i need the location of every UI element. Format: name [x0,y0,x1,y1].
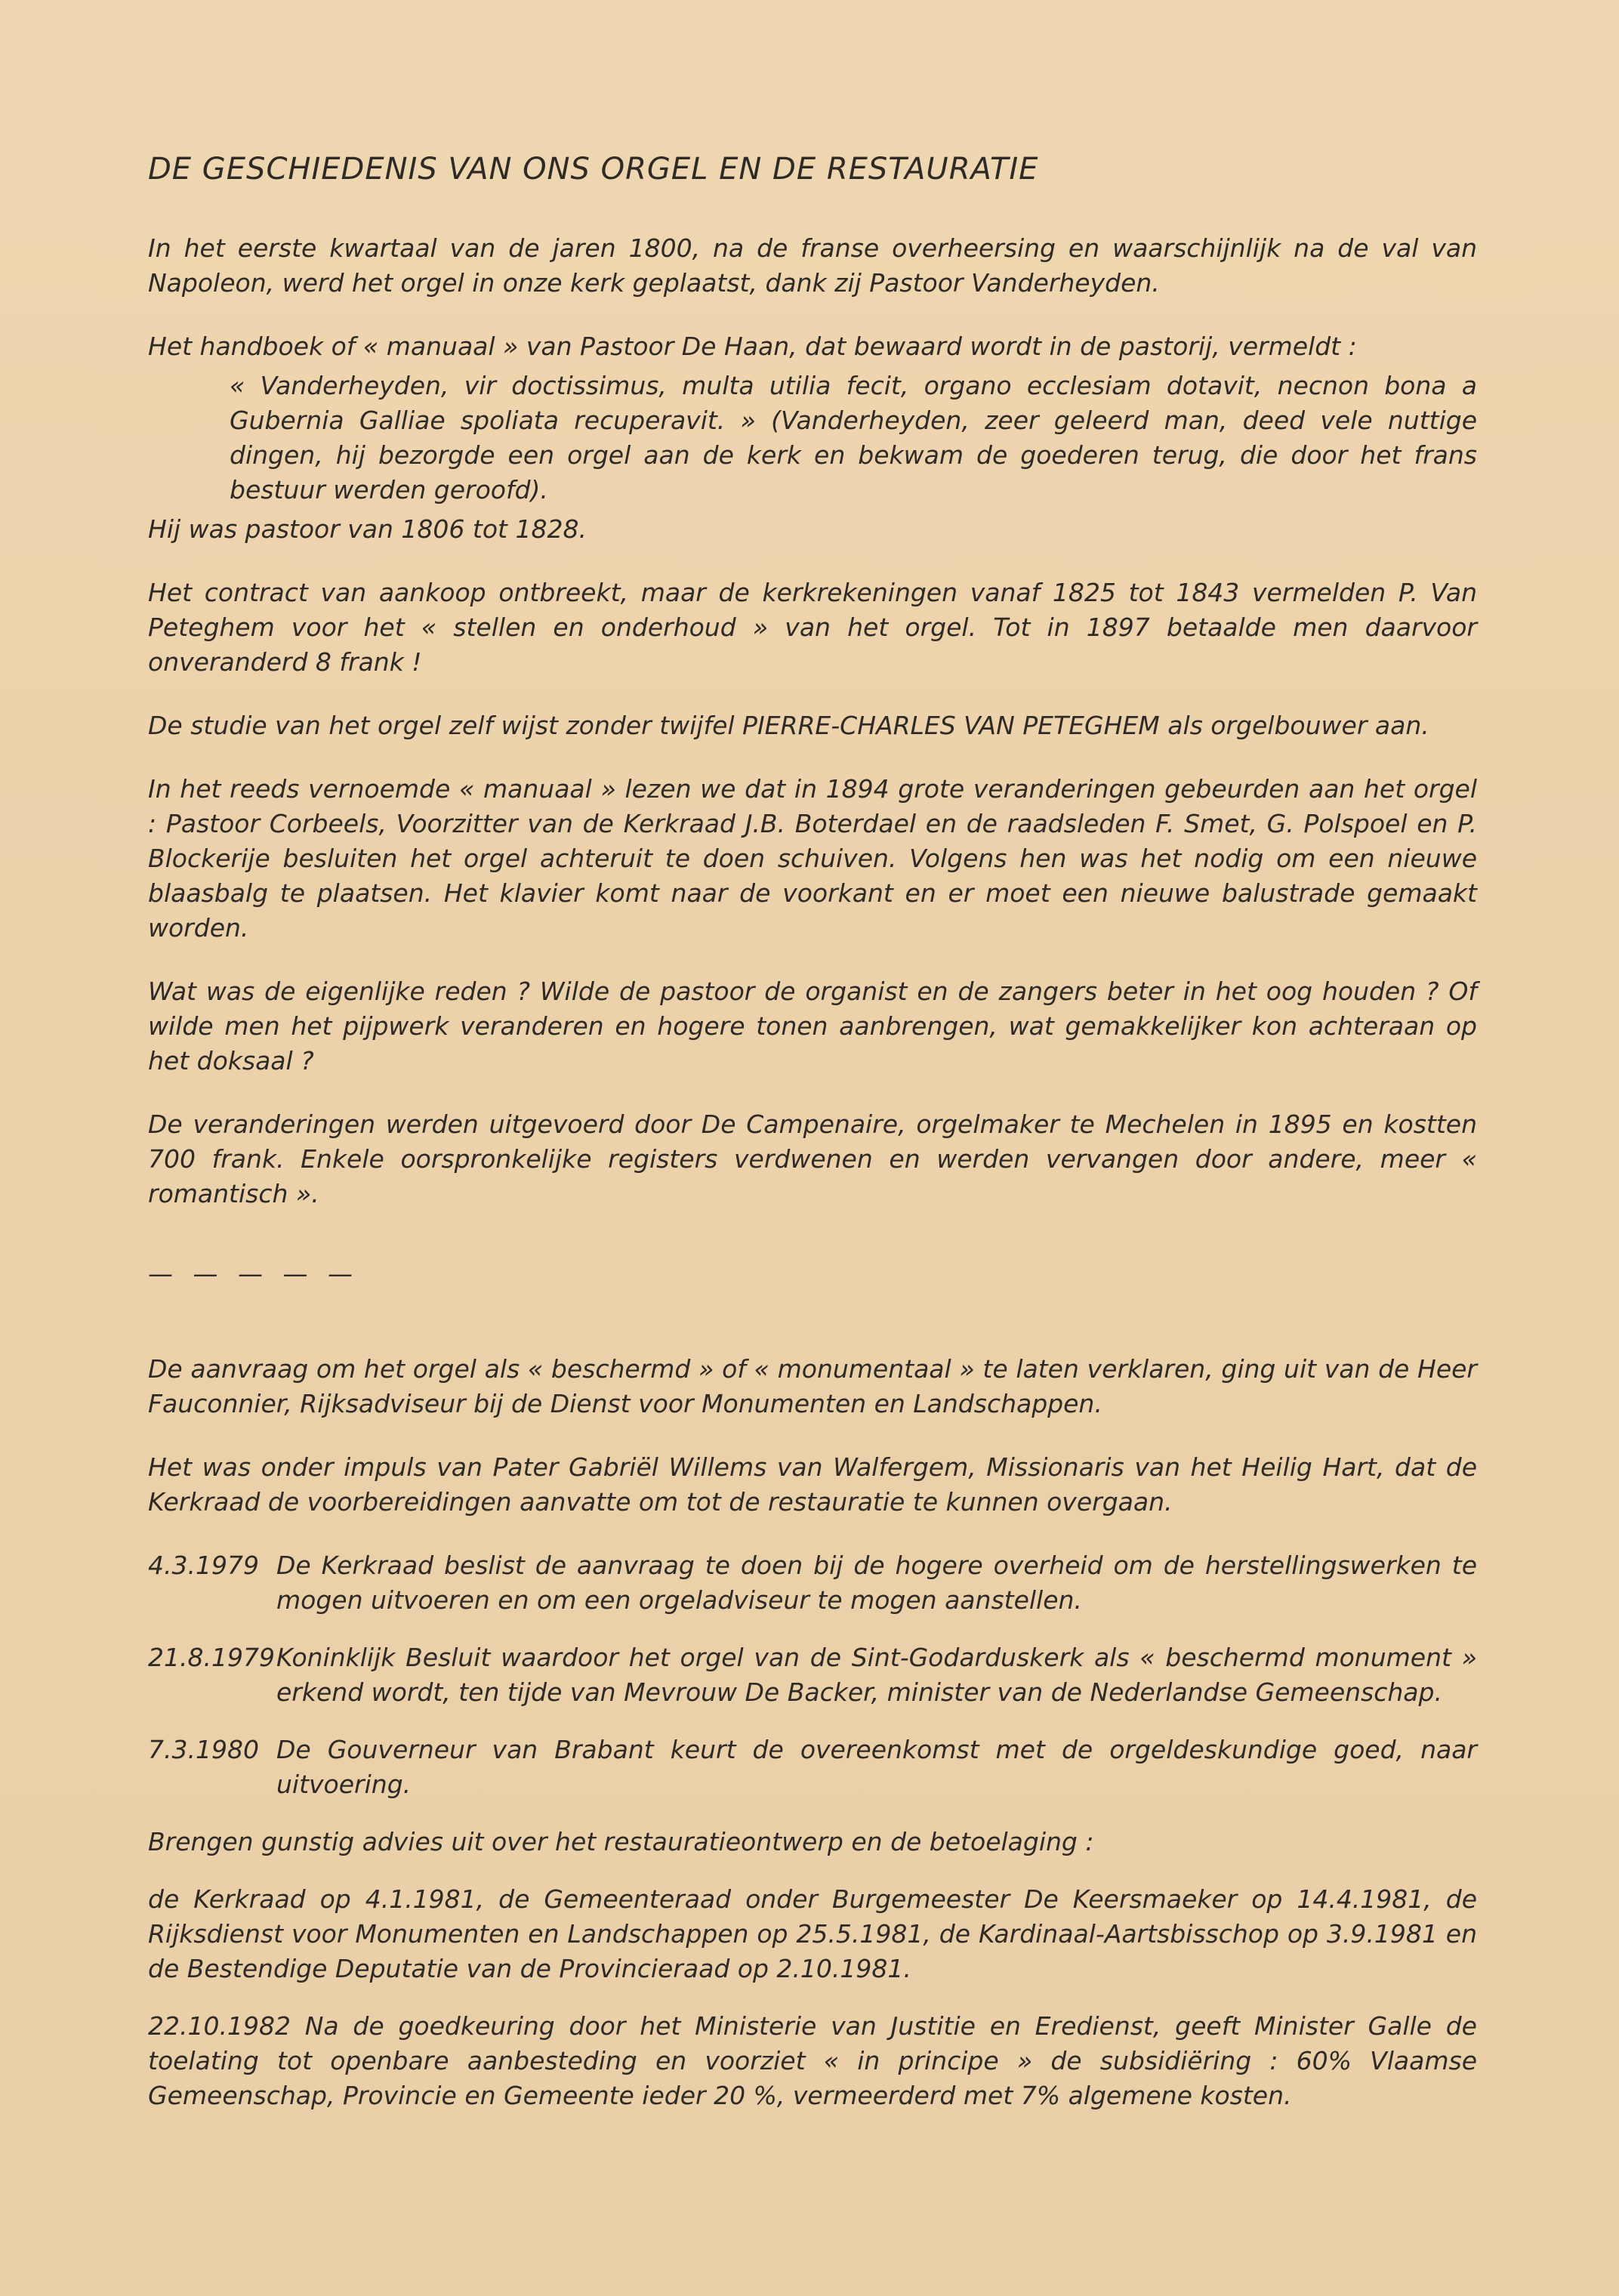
paragraph-reden: Wat was de eigenlijke reden ? Wilde de pastoor de organist en de zangers beter in het oog houden ? Of wilde men het pijpwerk veranderen en hogere tonen aanbrengen, wat gemakkelijker kon achteraan op het doksaal ? [148,977,1477,1075]
paragraph-handboek: Het handboek of « manuaal » van Pastoor De Haan, dat bewaard wordt in de pastorij, vermeldt : [148,332,1357,361]
final-entry-date: 22.10.1982 [148,2011,291,2041]
paragraph-advies-dates: de Kerkraad op 4.1.1981, de Gemeenteraad onder Burgemeester De Keersmaeker op 14.4.1981, de Rijksdienst voor Monumenten en Landschappen op 25.5.1981, de Kardinaal-Aartsbisschop op 3.9.1981 en de Bestendige Deputatie van de Provincieraad op 2.10.1981. [148,1884,1477,1983]
section-separator: — — — — — [148,1259,359,1288]
timeline-entry [148,1640,1477,1710]
page-title: DE GESCHIEDENIS VAN ONS ORGEL EN DE RESTAURATIE [148,152,1039,187]
paragraph-intro: In het eerste kwartaal van de jaren 1800, na de franse overheersing en waarschijnlijk na de val van Napoleon, werd het orgel in onze kerk geplaatst, dank zij Pastoor Vanderheyden. [148,233,1477,298]
document-content [148,151,1477,2136]
final-entry [148,2009,1477,2113]
paragraph-1895: De veranderingen werden uitgevoerd door De Campenaire, orgelmaker te Mechelen in 1895 en kostten 700 frank. Enkele oorspronkelijke registers verdwenen en werden vervangen door andere, meer « romantisch ». [148,1109,1477,1208]
entry-text: De Kerkraad beslist de aanvraag te doen bij de hogere overheid om de herstellingswerken te mogen uitvoeren en om een orgeladviseur te mogen aanstellen. [276,1551,1477,1615]
timeline-entry [148,1733,1477,1802]
entry-date: 21.8.1979 [148,1643,275,1672]
paragraph-aanvraag: De aanvraag om het orgel als « beschermd » of « monumentaal » te laten verklaren, ging uit van de Heer Fauconnier, Rijksadviseur bij de Dienst voor Monumenten en Landschappen. [148,1354,1477,1418]
paragraph-1894: In het reeds vernoemde « manuaal » lezen we dat in 1894 grote veranderingen gebeurden aan het orgel : Pastoor Corbeels, Voorzitter van de Kerkraad J.B. Boterdael en de raadsleden F. Smet, G. Polspoel en P. Blockerije besluiten het orgel achteruit te doen schuiven. Volgens hen was het nodig om een nieuwe blaasbalg te plaatsen. Het klavier komt naar de voorkant en er moet een nieuwe balustrade gemaakt worden. [148,774,1477,943]
final-entry-text: Na de goedkeuring door het Ministerie van Justitie en Eredienst, geeft Minister Galle de toelating tot openbare aanbesteding en voorziet « in principe » de subsidiëring : 60% Vlaamse Gemeenschap, Provincie en Gemeente ieder 20 %, vermeerderd met 7% algemene kosten. [148,2011,1477,2110]
entry-text: Koninklijk Besluit waardoor het orgel van de Sint-Godarduskerk als « beschermd monument » erkend wordt, ten tijde van Mevrouw De Backer, minister van de Nederlandse Gemeenschap. [276,1643,1477,1707]
entry-text: De Gouverneur van Brabant keurt de overeenkomst met de orgeldeskundige goed, naar uitvoering. [276,1735,1477,1799]
timeline-entry [148,1548,1477,1618]
entry-date: 7.3.1980 [148,1735,259,1764]
latin-quote: « Vanderheyden, vir doctissimus, multa utilia fecit, organo ecclesiam dotavit, necnon bona a Gubernia Galliae spoliata recuperavit. » (Vanderheyden, zeer geleerd man, deed vele nuttige dingen, hij bezorgde een orgel aan de kerk en bekwam de goederen terug, die door het frans bestuur werden geroofd). [230,371,1477,505]
paragraph-contract: Het contract van aankoop ontbreekt, maar de kerkrekeningen vanaf 1825 tot 1843 vermelden P. Van Peteghem voor het « stellen en onderhoud » van het orgel. Tot in 1897 betaalde men daarvoor onveranderd 8 frank ! [148,578,1477,677]
paragraph-advies-intro: Brengen gunstig advies uit over het restauratieontwerp en de betoelaging : [148,1827,1094,1856]
entry-date: 4.3.1979 [148,1551,259,1580]
paragraph-impuls: Het was onder impuls van Pater Gabriël Willems van Walfergem, Missionaris van het Heilig Hart, dat de Kerkraad de voorbereidingen aanvatte om tot de restauratie te kunnen overgaan. [148,1452,1477,1517]
paragraph-studie: De studie van het orgel zelf wijst zonder twijfel PIERRE-CHARLES VAN PETEGHEM als orgelbouwer aan. [148,711,1429,740]
paragraph-pastoor-period: Hij was pastoor van 1806 tot 1828. [148,514,587,544]
